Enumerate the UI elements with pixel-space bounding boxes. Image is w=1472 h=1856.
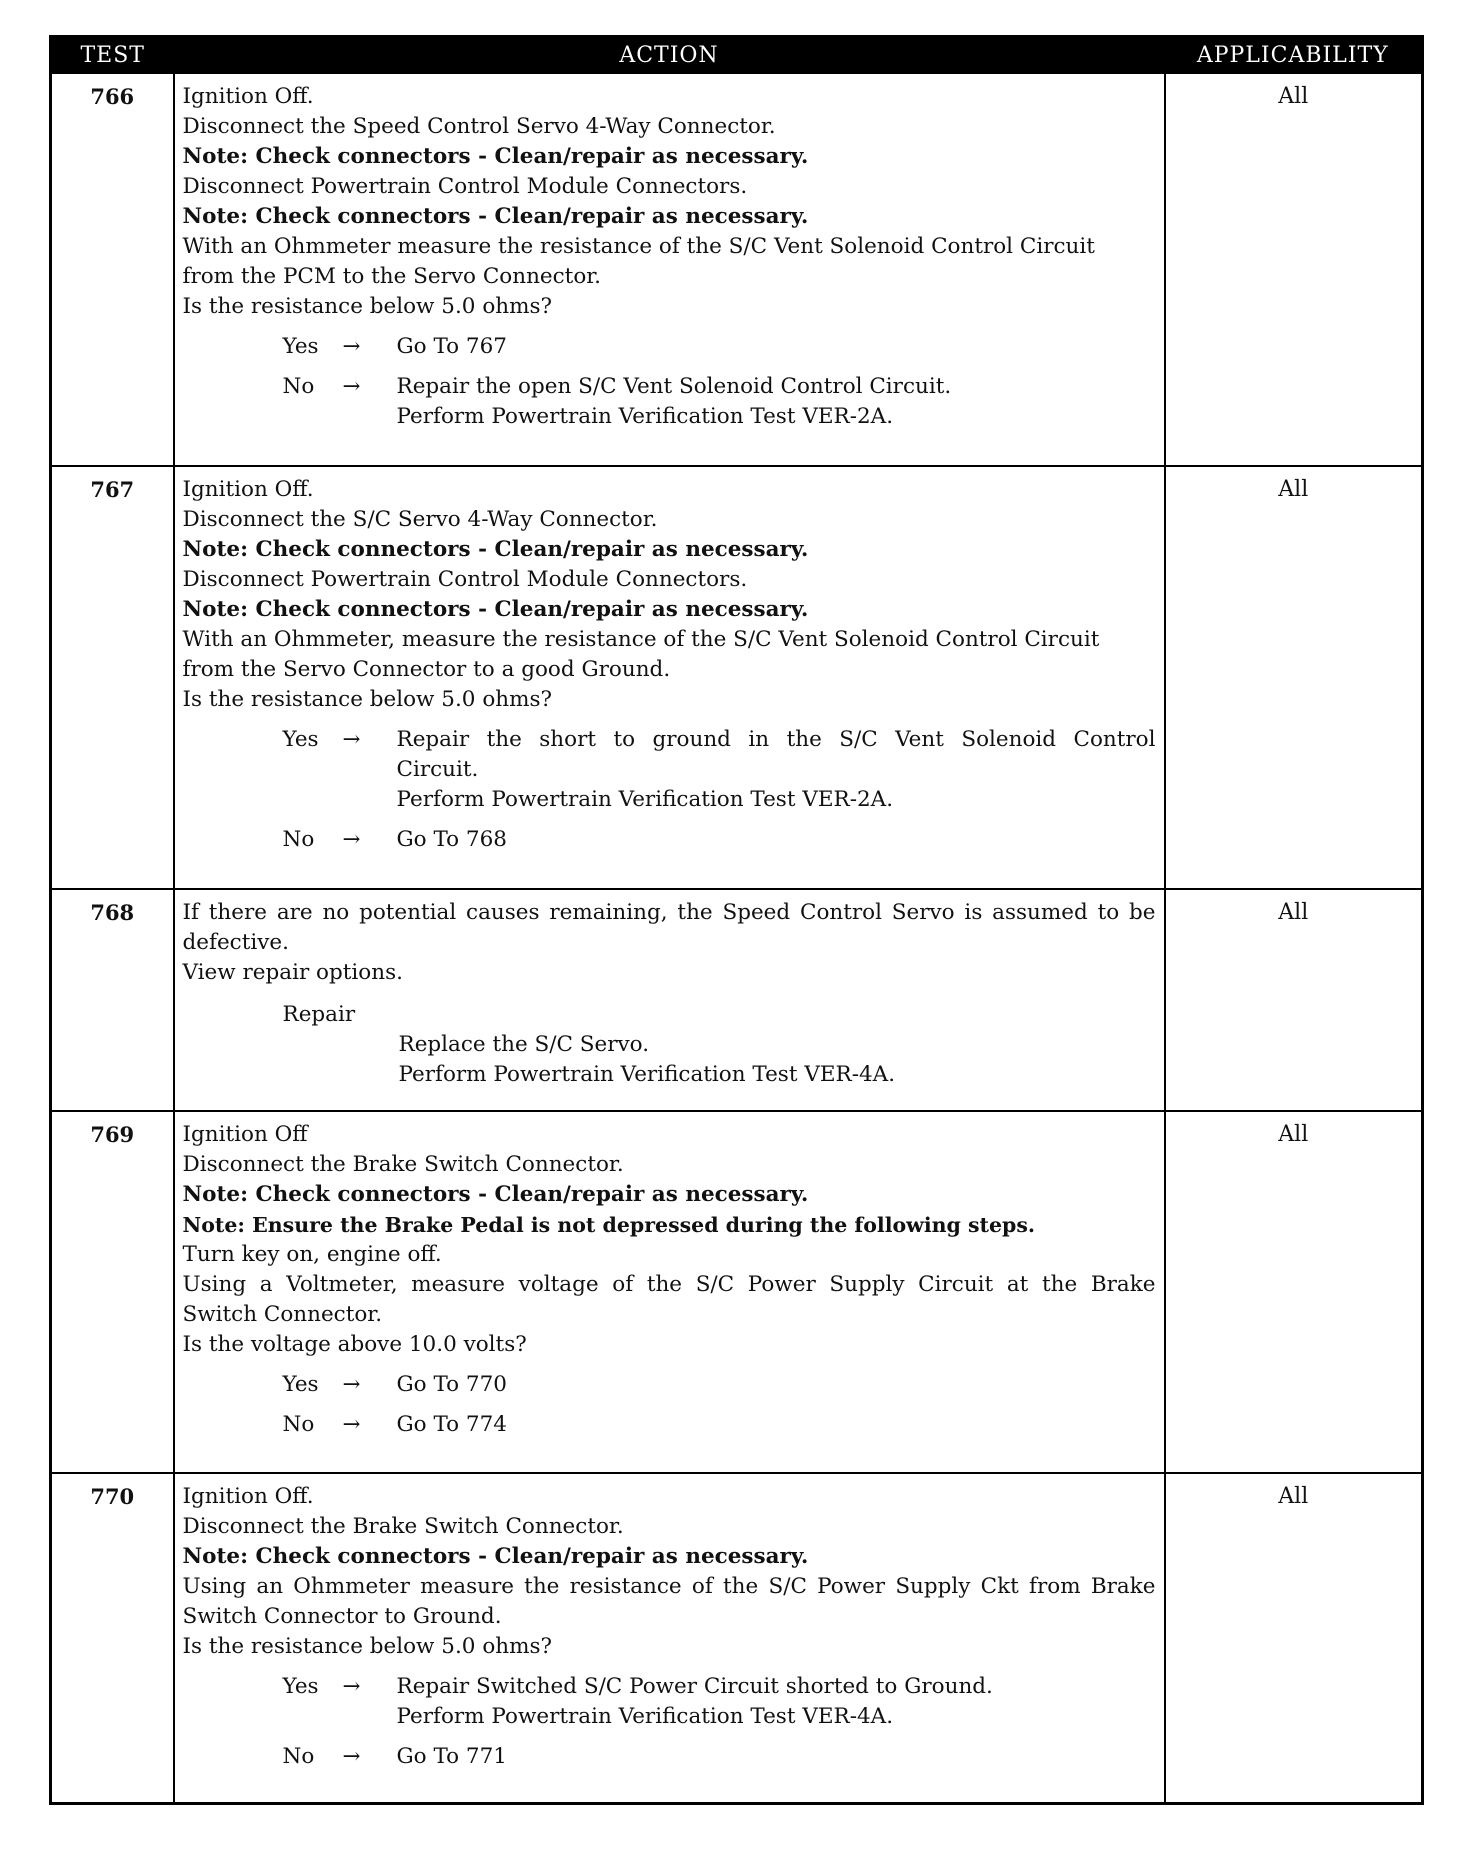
arrow-icon: → [342, 374, 361, 399]
header-test: TEST [51, 37, 174, 74]
header-applicability: APPLICABILITY [1165, 37, 1423, 74]
action-cell [174, 1111, 1165, 1473]
arrow-icon: → [342, 727, 361, 752]
header-row [51, 37, 1423, 74]
step-line: With an Ohmmeter, measure the resistance of the S/C Vent Solenoid Control Circuit [182, 627, 1100, 652]
step-line: If there are no potential causes remaining, the Speed Control Servo is assumed to be [182, 900, 1156, 925]
arrow-icon: → [342, 1744, 361, 1769]
yes-label: Yes [282, 1372, 319, 1397]
result-line: Perform Powertrain Verification Test VER-2A. [396, 787, 894, 812]
question-line: Is the voltage above 10.0 volts? [182, 1332, 527, 1357]
applicability-value: All [1165, 1111, 1423, 1473]
step-line: Using an Ohmmeter measure the resistance of the S/C Power Supply Ckt from Brake [182, 1574, 1156, 1599]
no-label: No [282, 827, 315, 852]
yes-label: Yes [282, 1674, 319, 1699]
result-line: Go To 768 [396, 827, 507, 852]
applicability-value: All [1165, 466, 1423, 889]
action-cell [174, 889, 1165, 1111]
note-line: Note: Ensure the Brake Pedal is not depressed during the following steps. [182, 1213, 1036, 1237]
no-result [397, 1410, 1156, 1440]
test-number: 768 [51, 889, 174, 1111]
result-line: Repair the open S/C Vent Solenoid Control Circuit. [396, 374, 952, 399]
test-number: 769 [51, 1111, 174, 1473]
note-line: Note: Check connectors - Clean/repair as necessary. [182, 1182, 809, 1207]
arrow-icon: → [342, 1372, 361, 1397]
applicability-value: All [1165, 1473, 1423, 1803]
table-row [51, 889, 1423, 1111]
result-line: Perform Powertrain Verification Test VER-4A. [398, 1062, 896, 1087]
step-line: Disconnect Powertrain Control Module Connectors. [182, 567, 748, 592]
repair-result [399, 1030, 1156, 1090]
test-number: 770 [51, 1473, 174, 1803]
yes-result [397, 725, 1156, 815]
result-line: Repair Switched S/C Power Circuit shorted to Ground. [396, 1674, 993, 1699]
table-row [51, 466, 1423, 889]
result-line: Go To 774 [396, 1412, 507, 1437]
arrow-icon: → [342, 1412, 361, 1437]
step-line: Ignition Off. [182, 84, 314, 109]
step-line: Disconnect Powertrain Control Module Connectors. [182, 174, 748, 199]
table-row [51, 1473, 1423, 1803]
no-option [283, 1742, 1156, 1772]
header-action: ACTION [174, 37, 1165, 74]
step-line: Using a Voltmeter, measure voltage of the S/C Power Supply Circuit at the Brake [182, 1272, 1156, 1297]
step-line: from the Servo Connector to a good Ground. [182, 657, 671, 682]
step-line: Switch Connector to Ground. [182, 1604, 502, 1629]
applicability-value: All [1165, 73, 1423, 466]
step-line: Turn key on, engine off. [182, 1242, 442, 1267]
arrow-icon: → [342, 334, 361, 359]
step-line: Ignition Off. [182, 1484, 314, 1509]
arrow-icon: → [342, 1674, 361, 1699]
result-line: Go To 770 [396, 1372, 507, 1397]
table-row [51, 73, 1423, 466]
step-line: Switch Connector. [182, 1302, 383, 1327]
note-line: Note: Check connectors - Clean/repair as necessary. [182, 597, 809, 622]
repair-label: Repair [282, 1002, 356, 1027]
result-line: Go To 767 [396, 334, 507, 359]
step-line: Disconnect the Brake Switch Connector. [182, 1152, 624, 1177]
no-option [283, 825, 1156, 855]
test-number: 767 [51, 466, 174, 889]
no-option [283, 1410, 1156, 1440]
result-line: Perform Powertrain Verification Test VER-2A. [396, 404, 894, 429]
yes-label: Yes [282, 727, 319, 752]
no-label: No [282, 1412, 315, 1437]
action-cell [174, 73, 1165, 466]
step-line: defective. [182, 930, 289, 955]
table-row [51, 1111, 1423, 1473]
yes-option [283, 725, 1156, 815]
no-result [397, 372, 1156, 432]
step-line: Disconnect the Speed Control Servo 4-Way Connector. [182, 114, 776, 139]
test-number: 766 [51, 73, 174, 466]
note-line: Note: Check connectors - Clean/repair as necessary. [182, 144, 809, 169]
result-line: Perform Powertrain Verification Test VER-4A. [396, 1704, 894, 1729]
step-line: from the PCM to the Servo Connector. [182, 264, 602, 289]
question-line: Is the resistance below 5.0 ohms? [182, 294, 553, 319]
yes-option [283, 1672, 1156, 1732]
question-line: Is the resistance below 5.0 ohms? [182, 687, 553, 712]
yes-option [283, 332, 1156, 362]
yes-option [283, 1370, 1156, 1400]
diagnostic-table [49, 35, 1424, 1805]
result-line: Repair the short to ground in the S/C Vent Solenoid Control [396, 727, 1156, 752]
no-label: No [282, 1744, 315, 1769]
yes-result [397, 1370, 1156, 1400]
yes-label: Yes [282, 334, 319, 359]
yes-result [397, 1672, 1156, 1732]
action-cell [174, 466, 1165, 889]
no-result [397, 1742, 1156, 1772]
action-cell [174, 1473, 1165, 1803]
yes-result [397, 332, 1156, 362]
result-line: Go To 771 [396, 1744, 507, 1769]
step-line: With an Ohmmeter measure the resistance of the S/C Vent Solenoid Control Circuit [182, 234, 1095, 259]
note-line: Note: Check connectors - Clean/repair as necessary. [182, 537, 809, 562]
step-line: Ignition Off. [182, 477, 314, 502]
applicability-value: All [1165, 889, 1423, 1111]
result-line: Circuit. [396, 757, 479, 782]
no-option [283, 372, 1156, 432]
note-line: Note: Check connectors - Clean/repair as necessary. [182, 1544, 809, 1569]
step-line: Disconnect the S/C Servo 4-Way Connector. [182, 507, 658, 532]
step-line: Ignition Off [182, 1122, 308, 1147]
question-line: Is the resistance below 5.0 ohms? [182, 1634, 553, 1659]
result-line: Replace the S/C Servo. [398, 1032, 650, 1057]
step-line: View repair options. [182, 960, 403, 985]
note-line: Note: Check connectors - Clean/repair as necessary. [182, 204, 809, 229]
arrow-icon: → [342, 827, 361, 852]
no-label: No [282, 374, 315, 399]
no-result [397, 825, 1156, 855]
step-line: Disconnect the Brake Switch Connector. [182, 1514, 624, 1539]
